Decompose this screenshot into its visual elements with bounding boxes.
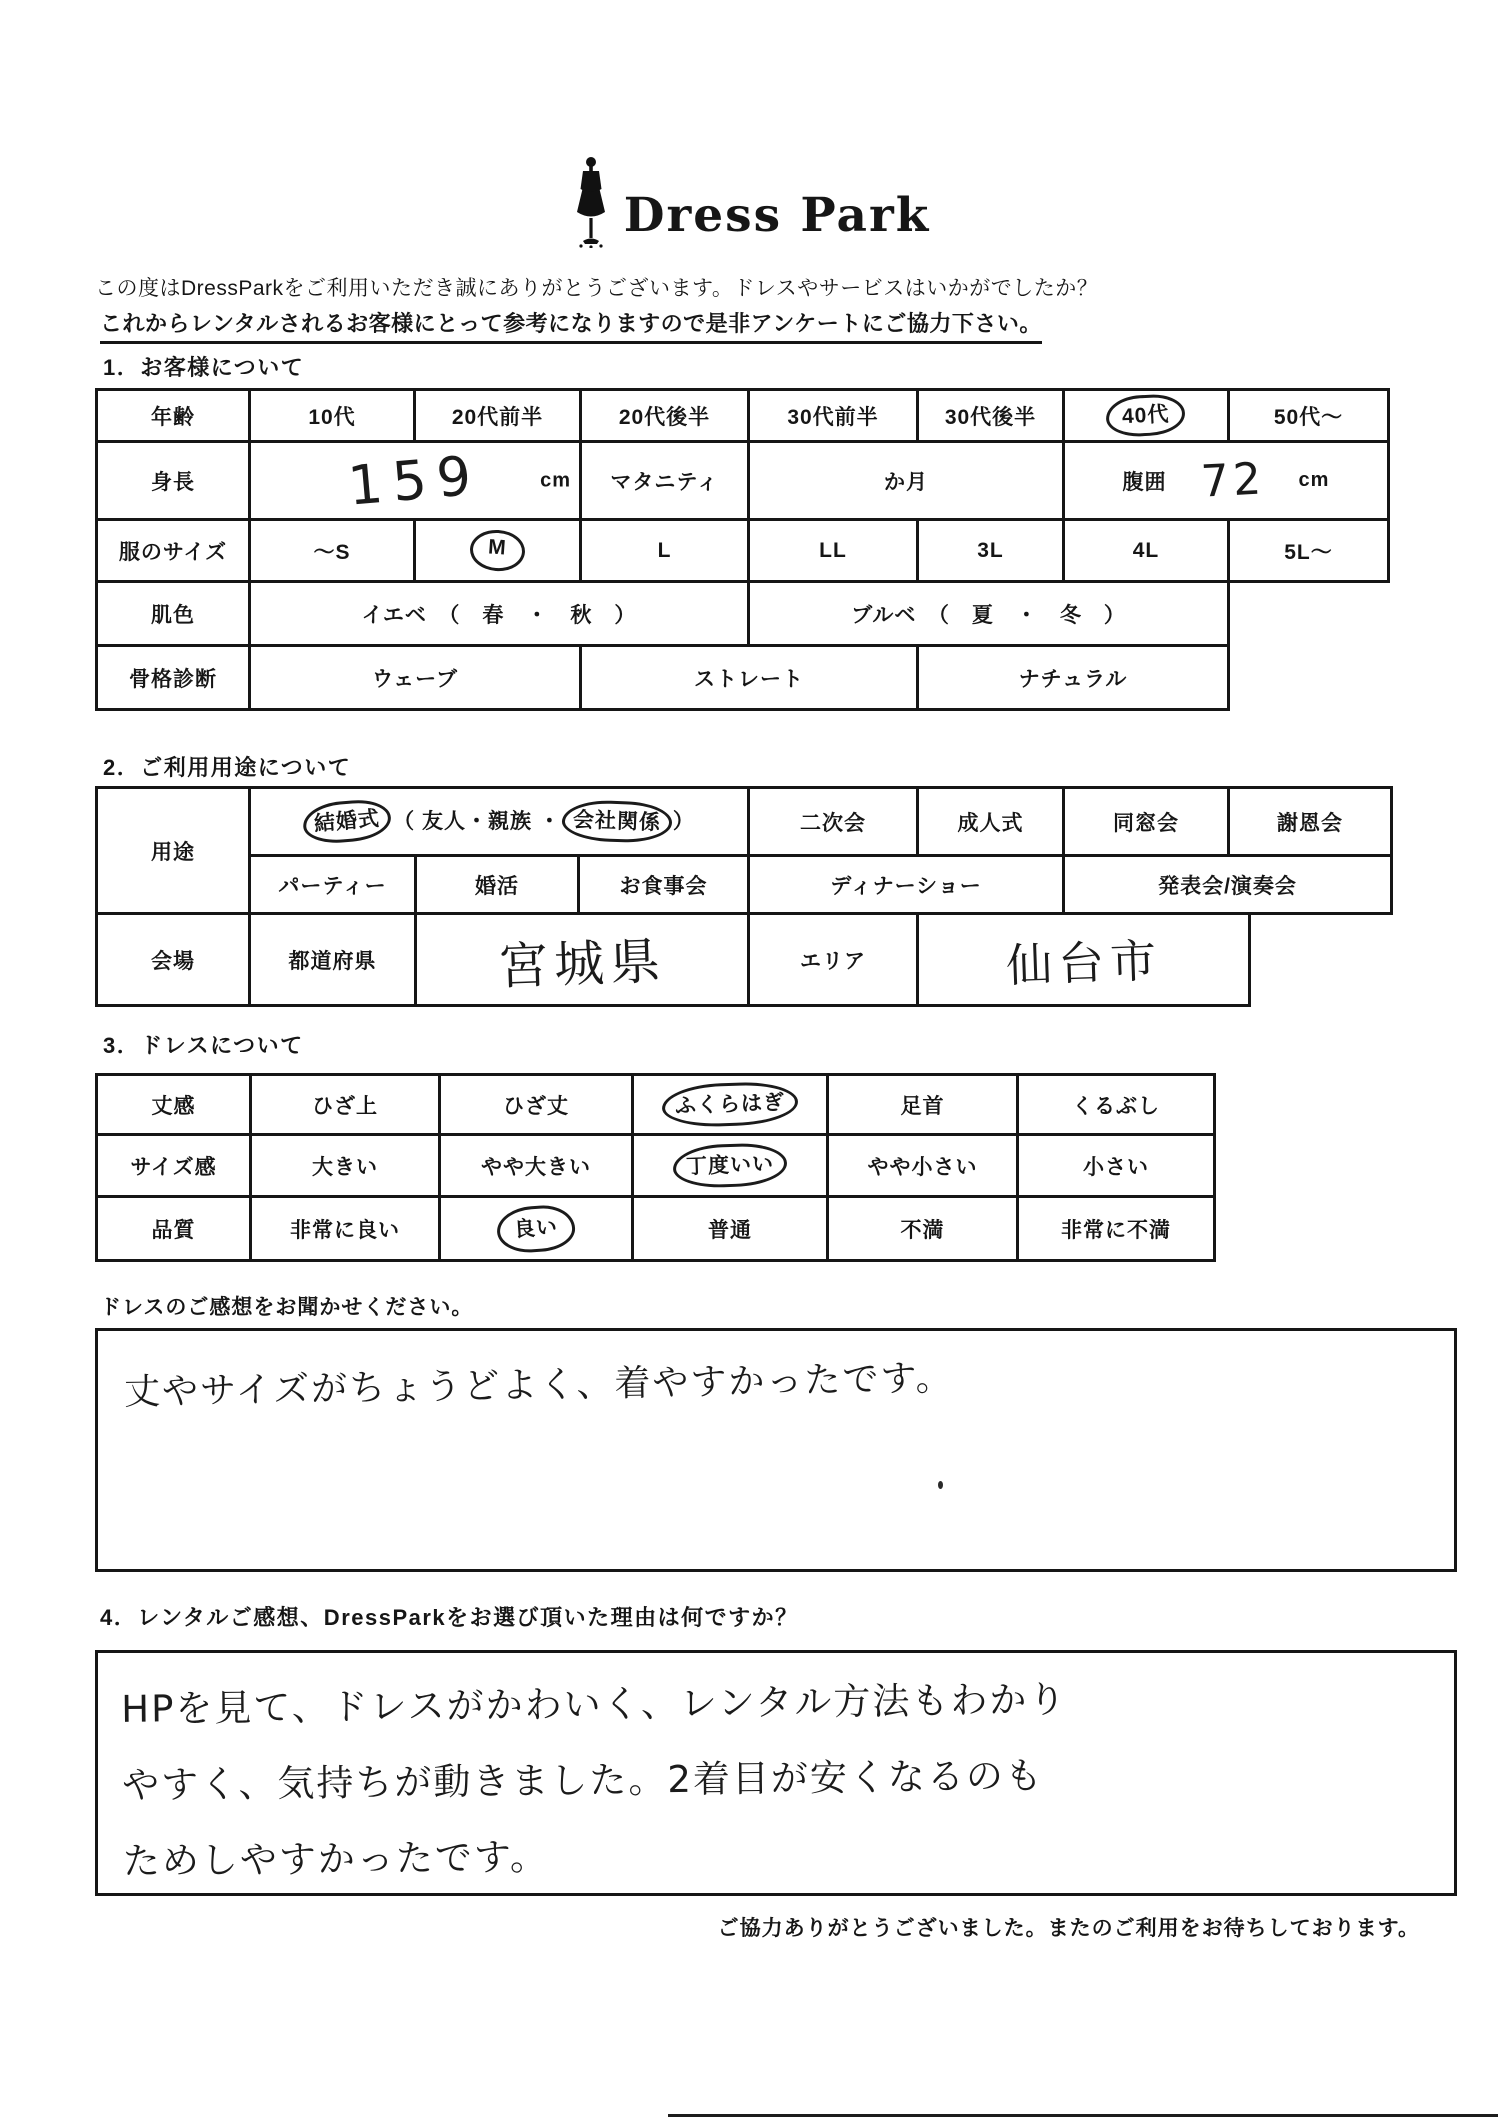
purpose-option-dinner-party	[579, 856, 749, 914]
age-option-late30s	[918, 390, 1064, 442]
length-label: 丈感	[97, 1075, 251, 1135]
skeleton-option-wave	[250, 646, 581, 710]
handwritten-prefecture: 宮城県	[497, 931, 668, 996]
purpose-option-recital	[1064, 856, 1392, 914]
handwritten-line: ためしやすかったです。	[122, 1835, 550, 1883]
intro-line: この度はDressParkをご利用いただき誠にありがとうございます。ドレスやサービスはいかがでしたか？	[95, 277, 1099, 300]
handwritten-rental-comment	[97, 1646, 1455, 1900]
handwritten-dress-comment: 丈やサイズがちょうどよく、着やすかったです。	[123, 1357, 954, 1414]
age-option-40s-selected	[1064, 390, 1229, 442]
option-text: 成人式	[957, 811, 1024, 835]
option-text: 50代～	[1273, 405, 1344, 429]
quality-option	[1018, 1197, 1215, 1261]
survey-request-line: これからレンタルされるお客様にとって参考になりますので是非アンケートにご協力下さい。	[100, 307, 1042, 344]
dress-comment-box	[95, 1328, 1457, 1572]
venue-row	[97, 914, 1392, 1006]
fit-option	[1018, 1135, 1215, 1197]
purpose-label: 用途	[97, 788, 250, 914]
length-option	[1018, 1075, 1215, 1135]
empty-area	[1229, 582, 1389, 646]
area-value-cell	[918, 914, 1250, 1006]
waist-label: 腹囲	[1122, 470, 1167, 494]
skin-option-blue-base	[749, 582, 1229, 646]
option-text: 足首	[900, 1094, 945, 1118]
option-text: くるぶし	[1072, 1094, 1160, 1118]
option-text: ウェーブ	[371, 667, 459, 691]
handwritten-circle-mark: 40代	[1105, 393, 1186, 438]
length-row	[97, 1075, 1215, 1135]
option-text: ディナーショー	[830, 874, 982, 898]
handwritten-height-value: 159	[345, 443, 485, 518]
skin-option-yellow-base	[250, 582, 749, 646]
dress-form-icon	[570, 156, 612, 253]
purpose-option-dinner-show	[749, 856, 1064, 914]
age-label: 年齢	[97, 390, 250, 442]
purpose-option-coming-of-age	[918, 788, 1064, 856]
handwritten-area: 仙台市	[1004, 932, 1163, 993]
option-text: やや小さい	[867, 1155, 978, 1179]
option-text: ～S	[313, 540, 351, 564]
closing-message: ご協力ありがとうございました。またのご利用をお待ちしております。	[717, 1917, 1420, 1940]
quality-option	[633, 1197, 828, 1261]
fit-option-selected	[633, 1135, 828, 1197]
scan-artifact-line	[668, 2114, 1498, 2117]
waist-cell	[1064, 442, 1389, 520]
size-option-5l	[1229, 520, 1389, 582]
dress-comment-label: ドレスのご感想をお聞かせください。	[100, 1296, 474, 1319]
age-option-late20s	[581, 390, 749, 442]
height-value-cell	[250, 442, 581, 520]
purpose-option-afterparty	[749, 788, 918, 856]
length-option	[828, 1075, 1018, 1135]
option-text: 3L	[977, 538, 1004, 562]
handwritten-waist-value: 72	[1199, 453, 1266, 508]
maternity-months-cell	[749, 442, 1064, 520]
fit-option	[440, 1135, 633, 1197]
height-row	[97, 442, 1389, 520]
age-row	[97, 390, 1389, 442]
length-option	[251, 1075, 440, 1135]
prefecture-label: 都道府県	[250, 914, 416, 1006]
usage-table	[95, 786, 1393, 1007]
option-text: 小さい	[1083, 1155, 1149, 1179]
area-label: エリア	[749, 914, 918, 1006]
age-option-early30s	[749, 390, 918, 442]
purpose-row-1	[97, 788, 1392, 856]
option-text: ナチュラル	[1018, 667, 1128, 691]
handwritten-circle-mark: 会社関係	[561, 799, 672, 844]
empty-area	[1229, 646, 1389, 710]
option-text: 謝恩会	[1277, 811, 1343, 835]
purpose-option-thanks-party	[1229, 788, 1392, 856]
section-4-heading: 4．レンタルご感想、DressParkをお選び頂いた理由は何ですか？	[100, 1605, 799, 1630]
height-value-wrap	[251, 443, 579, 518]
option-text: 5L～	[1284, 540, 1333, 564]
option-text: 10代	[308, 405, 356, 429]
handwritten-circle-mark: M	[469, 528, 526, 573]
brand-name: Dress Park	[623, 188, 931, 243]
quality-option	[251, 1197, 440, 1261]
fit-row	[97, 1135, 1215, 1197]
option-text: イエベ （ 春 ・ 秋 ）	[361, 603, 637, 627]
prefecture-value-cell	[416, 914, 749, 1006]
clothing-size-row	[97, 520, 1389, 582]
quality-option	[828, 1197, 1018, 1261]
option-text: 非常に不満	[1061, 1218, 1171, 1242]
length-option-selected	[633, 1075, 828, 1135]
size-option-l	[581, 520, 749, 582]
skin-tone-row	[97, 582, 1389, 646]
option-text: 20代後半	[618, 405, 711, 429]
quality-label: 品質	[97, 1197, 251, 1261]
option-text: 婚活	[475, 874, 519, 898]
brand-logo	[0, 156, 1500, 253]
option-text: 20代前半	[451, 405, 544, 429]
purpose-row-2	[97, 856, 1392, 914]
skeleton-option-straight	[581, 646, 918, 710]
handwritten-circle-mark: ふくらはぎ	[661, 1081, 798, 1129]
age-option-early20s	[415, 390, 581, 442]
section-2-heading: 2．ご利用用途について	[103, 755, 352, 780]
handwritten-line: やすく、気持ちが動きました。2着目が安くなるのも	[121, 1754, 1045, 1807]
option-text: 非常に良い	[290, 1218, 400, 1242]
age-option-10s	[250, 390, 415, 442]
waist-wrap	[1065, 455, 1387, 506]
purpose-option-party	[250, 856, 416, 914]
option-text: 4L	[1132, 538, 1160, 562]
venue-label: 会場	[97, 914, 250, 1006]
option-text: 30代後半	[944, 405, 1037, 429]
purpose-option-wedding-selected	[250, 788, 749, 856]
handwritten-circle-mark: 良い	[495, 1203, 576, 1254]
option-text: 不満	[900, 1218, 945, 1242]
option-text: 大きい	[312, 1155, 378, 1179]
purpose-option-konkatsu	[416, 856, 579, 914]
size-option-ll	[749, 520, 918, 582]
rental-comment-box	[95, 1650, 1457, 1896]
option-text: お食事会	[619, 874, 708, 898]
option-text: L	[657, 538, 672, 562]
skin-label: 肌色	[97, 582, 250, 646]
length-option	[440, 1075, 633, 1135]
option-text: ）	[672, 810, 695, 833]
height-label: 身長	[97, 442, 250, 520]
customer-info-table	[95, 388, 1390, 711]
option-text: 普通	[708, 1218, 752, 1242]
fit-label: サイズ感	[97, 1135, 251, 1197]
size-option-4l	[1064, 520, 1229, 582]
waist-unit: cm	[1298, 469, 1330, 491]
option-text: 発表会/演奏会	[1158, 874, 1297, 898]
option-text: ひざ丈	[503, 1094, 569, 1118]
quality-option-selected	[440, 1197, 633, 1261]
fit-option	[251, 1135, 440, 1197]
skeleton-row	[97, 646, 1389, 710]
option-text: 二次会	[800, 811, 866, 835]
size-option-3l	[918, 520, 1064, 582]
option-text: LL	[819, 538, 847, 562]
quality-row	[97, 1197, 1215, 1261]
size-option-s	[250, 520, 415, 582]
empty-area	[1250, 914, 1392, 1006]
height-unit: cm	[540, 469, 571, 491]
option-text: 30代前半	[787, 405, 879, 429]
ink-dot	[938, 1481, 943, 1489]
option-text: ひざ上	[312, 1094, 378, 1118]
option-text: やや大きい	[481, 1155, 591, 1179]
handwritten-circle-mark: 結婚式	[302, 797, 393, 846]
purpose-option-reunion	[1064, 788, 1229, 856]
handwritten-circle-mark: 丁度いい	[672, 1142, 787, 1189]
option-text: 同窓会	[1113, 811, 1179, 835]
option-text: パーティー	[278, 874, 387, 898]
option-text: （ 友人・親族 ・	[393, 810, 561, 833]
skeleton-label: 骨格診断	[97, 646, 250, 710]
age-option-50s	[1229, 390, 1389, 442]
size-option-m-selected	[415, 520, 581, 582]
option-text: ブルベ （ 夏 ・ 冬 ）	[851, 603, 1126, 627]
fit-option	[828, 1135, 1018, 1197]
option-text: ストレート	[694, 667, 804, 691]
dress-rating-table	[95, 1073, 1216, 1262]
maternity-label: マタニティ	[581, 442, 749, 520]
section-3-heading: 3．ドレスについて	[103, 1033, 304, 1058]
months-label: か月	[884, 470, 928, 494]
section-1-heading: 1．お客様について	[103, 355, 305, 380]
size-label: 服のサイズ	[97, 520, 250, 582]
skeleton-option-natural	[918, 646, 1229, 710]
handwritten-line: HPを見て、ドレスがかわいく、レンタル方法もわかり	[121, 1677, 1068, 1731]
